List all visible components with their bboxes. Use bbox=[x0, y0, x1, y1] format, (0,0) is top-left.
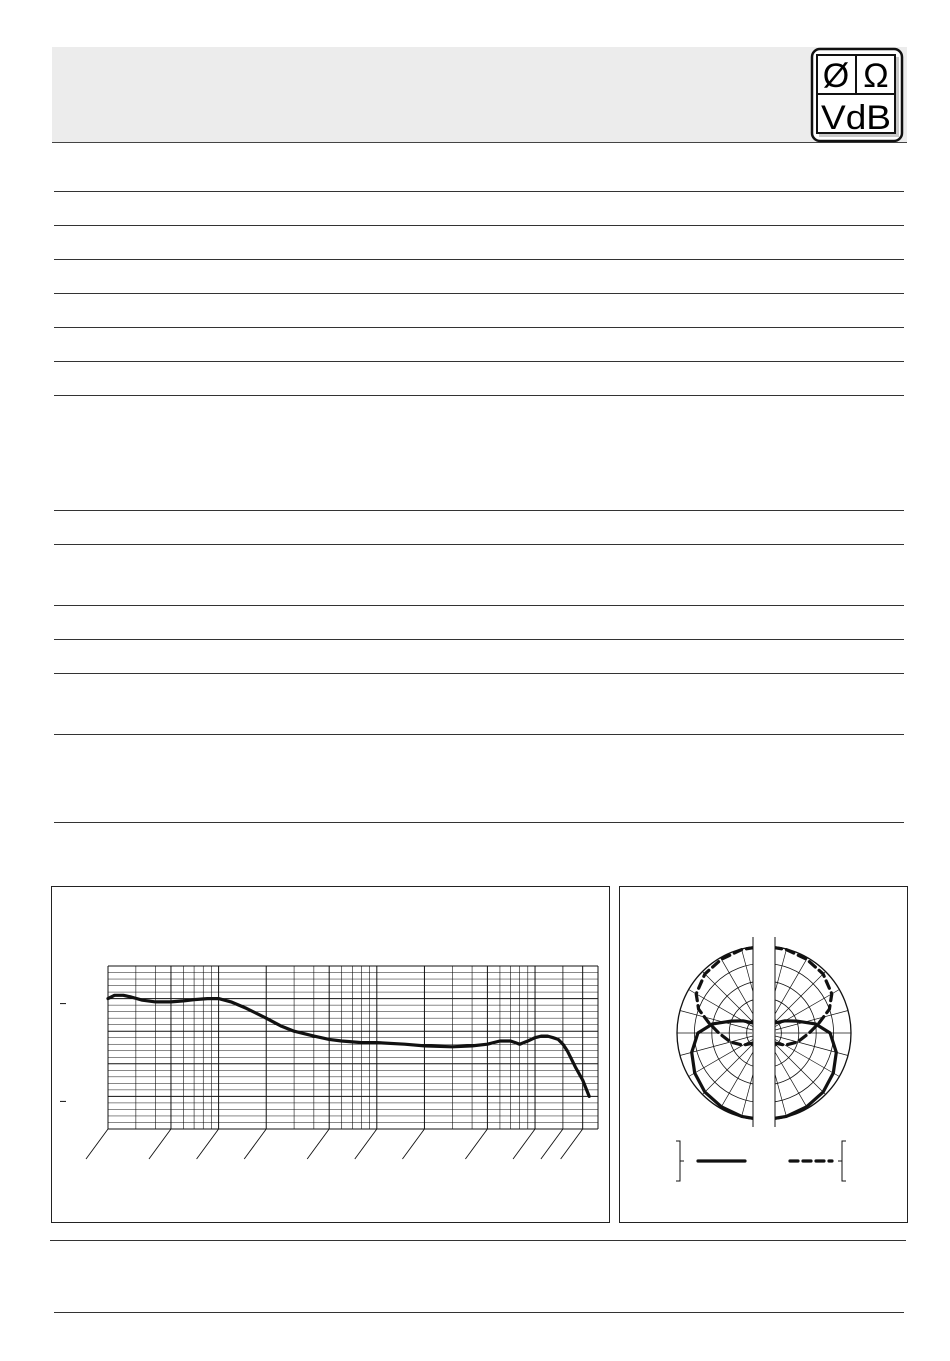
x-tick-slant bbox=[197, 1129, 219, 1159]
table-rule bbox=[54, 361, 904, 362]
polar-divider bbox=[754, 937, 775, 1127]
x-tick-slant bbox=[561, 1129, 583, 1159]
logo-phi: Ø bbox=[822, 57, 850, 95]
x-tick-slant bbox=[355, 1129, 377, 1159]
table-rule bbox=[54, 544, 904, 545]
table-rule bbox=[54, 191, 904, 192]
header-band bbox=[52, 47, 907, 142]
table-rule bbox=[54, 639, 904, 640]
table-rule bbox=[54, 395, 904, 396]
table-rule bbox=[54, 605, 904, 606]
table-rule bbox=[54, 327, 904, 328]
brand-logo bbox=[810, 47, 906, 143]
x-tick-slant bbox=[86, 1129, 108, 1159]
logo-vdb: VdB bbox=[821, 99, 891, 137]
table-rule bbox=[54, 293, 904, 294]
header-rule bbox=[52, 142, 907, 143]
footer-rule bbox=[54, 1312, 904, 1313]
table-rule bbox=[54, 673, 904, 674]
x-tick-slant bbox=[541, 1129, 563, 1159]
response-curve bbox=[108, 995, 589, 1096]
polar-legend-bracket bbox=[676, 1141, 680, 1181]
x-tick-slant bbox=[465, 1129, 487, 1159]
frequency-response-chart bbox=[52, 887, 609, 1222]
table-rule bbox=[54, 734, 904, 735]
x-tick-slant bbox=[244, 1129, 266, 1159]
frequency-response-panel bbox=[51, 886, 610, 1223]
table-rule bbox=[54, 822, 904, 823]
x-tick-slant bbox=[149, 1129, 171, 1159]
logo-omega: Ω bbox=[863, 57, 889, 95]
x-tick-slant bbox=[513, 1129, 535, 1159]
x-tick-slant bbox=[402, 1129, 424, 1159]
table-rule bbox=[54, 510, 904, 511]
polar-pattern-panel bbox=[619, 886, 908, 1223]
table-rule bbox=[54, 259, 904, 260]
table-rule bbox=[54, 225, 904, 226]
x-tick-slant bbox=[307, 1129, 329, 1159]
polar-legend-bracket bbox=[842, 1141, 846, 1181]
footer-rule bbox=[50, 1240, 906, 1241]
polar-pattern-chart bbox=[620, 887, 907, 1222]
